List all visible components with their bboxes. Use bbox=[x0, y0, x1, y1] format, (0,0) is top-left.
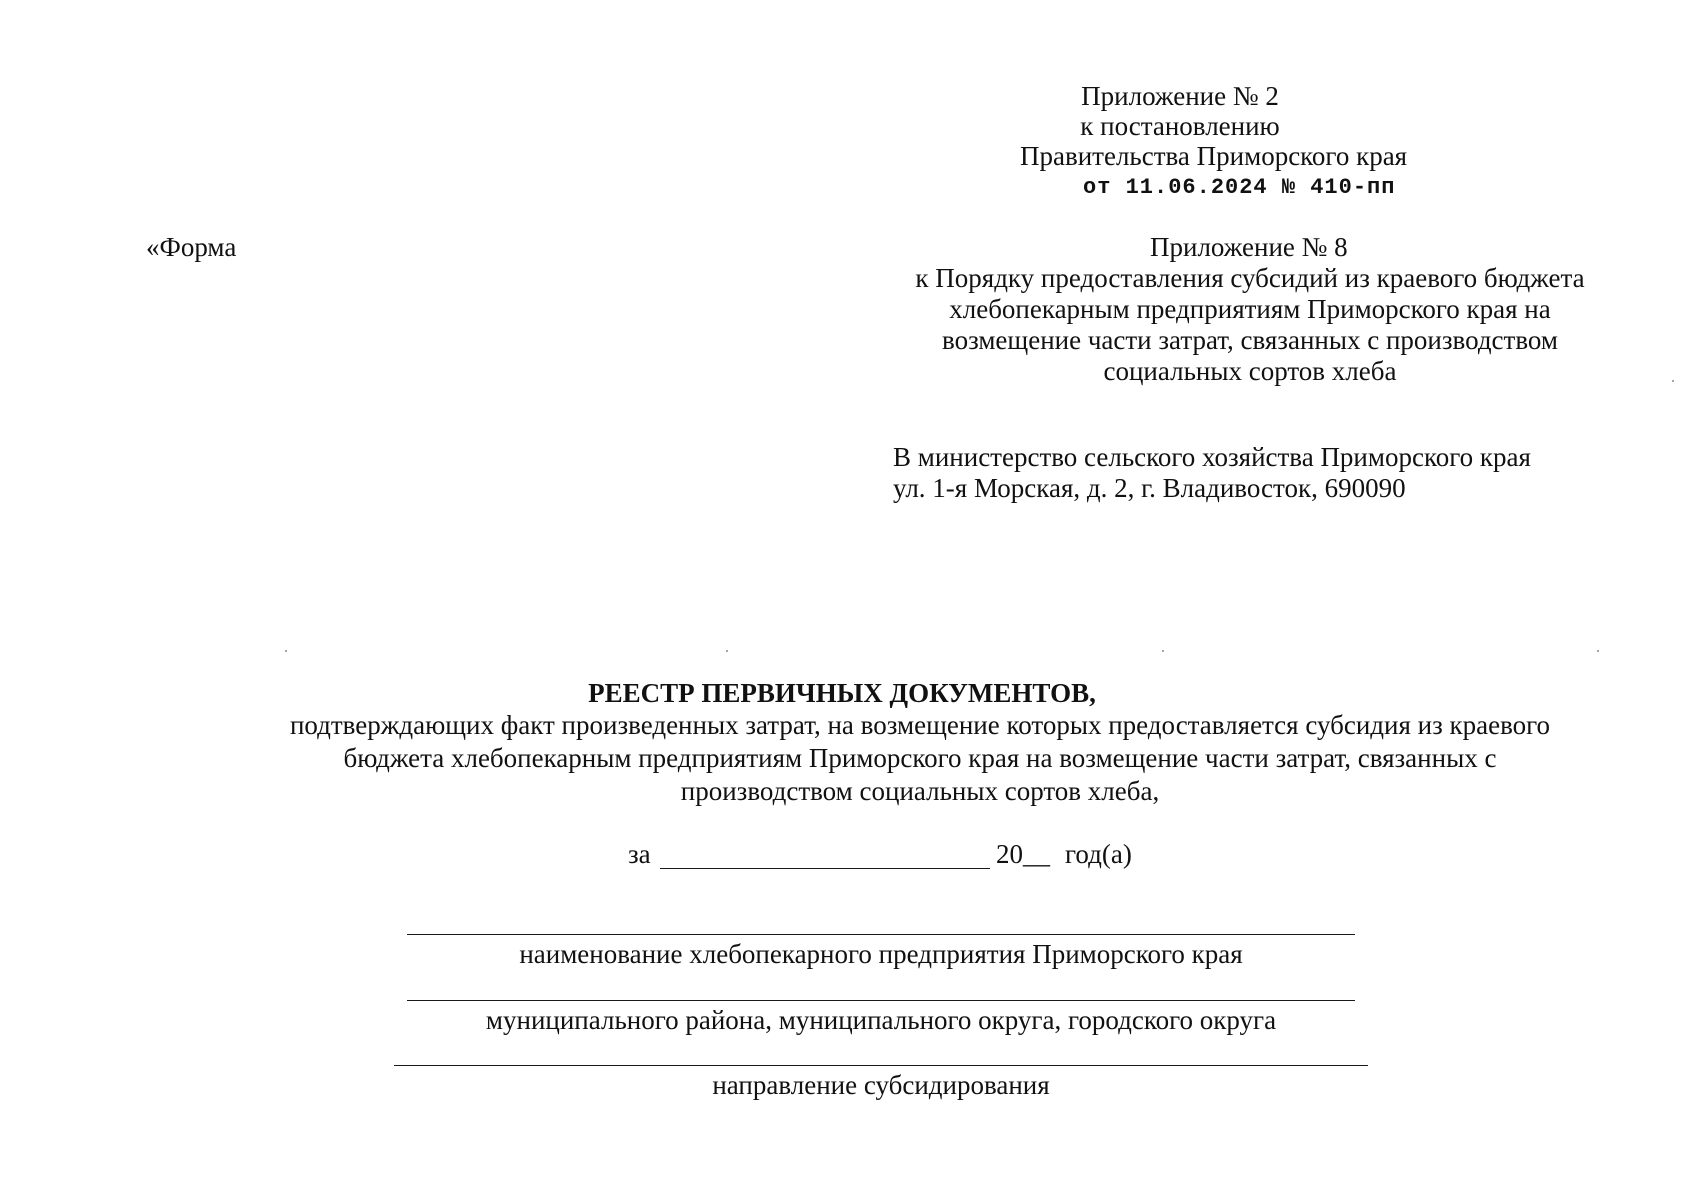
enterprise-caption: наименование хлебопекарного предприятия Приморского края bbox=[519, 939, 1243, 969]
scan-speck bbox=[1672, 380, 1674, 382]
form-label: «Форма bbox=[146, 232, 237, 262]
period-prefix: за bbox=[628, 839, 651, 869]
period-blank[interactable] bbox=[660, 868, 990, 869]
scan-speck bbox=[1597, 650, 1599, 652]
scan-speck bbox=[1162, 650, 1164, 652]
document-title: РЕЕСТР ПЕРВИЧНЫХ ДОКУМЕНТОВ, bbox=[588, 678, 1096, 708]
appendix8-line2: к Порядку предоставления субсидий из краевого бюджета bbox=[915, 263, 1585, 293]
appendix8-line3: хлебопекарным предприятиям Приморского края на bbox=[949, 294, 1551, 324]
appendix8-line5: социальных сортов хлеба bbox=[1103, 356, 1397, 386]
district-caption: муниципального района, муниципального округа, городского округа bbox=[485, 1005, 1277, 1035]
subtitle-line3: производством социальных сортов хлеба, bbox=[680, 776, 1160, 806]
appendix2-line3: Правительства Приморского края bbox=[1020, 141, 1408, 171]
appendix8-line1: Приложение № 8 bbox=[1150, 232, 1348, 262]
period-year: 20__ bbox=[996, 839, 1050, 869]
district-blank[interactable] bbox=[407, 1000, 1355, 1001]
direction-blank[interactable] bbox=[394, 1065, 1368, 1066]
appendix2-line1: Приложение № 2 bbox=[1081, 81, 1279, 111]
subtitle-line1: подтверждающих факт произведенных затрат, на возмещение которых предоставляется субсидия из краевого bbox=[289, 710, 1551, 740]
addressee-line2: ул. 1-я Морская, д. 2, г. Владивосток, 690090 bbox=[893, 473, 1406, 503]
appendix8-line4: возмещение части затрат, связанных с производством bbox=[942, 325, 1558, 355]
enterprise-blank[interactable] bbox=[407, 934, 1355, 935]
addressee-line1: В министерство сельского хозяйства Приморского края bbox=[893, 442, 1531, 472]
direction-caption: направление субсидирования bbox=[712, 1070, 1050, 1100]
scan-speck bbox=[726, 650, 728, 652]
appendix2-stamp: от 11.06.2024 № 410-пп bbox=[1083, 175, 1396, 200]
appendix2-line2: к постановлению bbox=[1080, 111, 1280, 141]
period-suffix: год(а) bbox=[1065, 839, 1132, 869]
subtitle-line2: бюджета хлебопекарным предприятиям Приморского края на возмещение части затрат, связанных с bbox=[343, 743, 1497, 773]
scan-speck bbox=[285, 650, 287, 652]
